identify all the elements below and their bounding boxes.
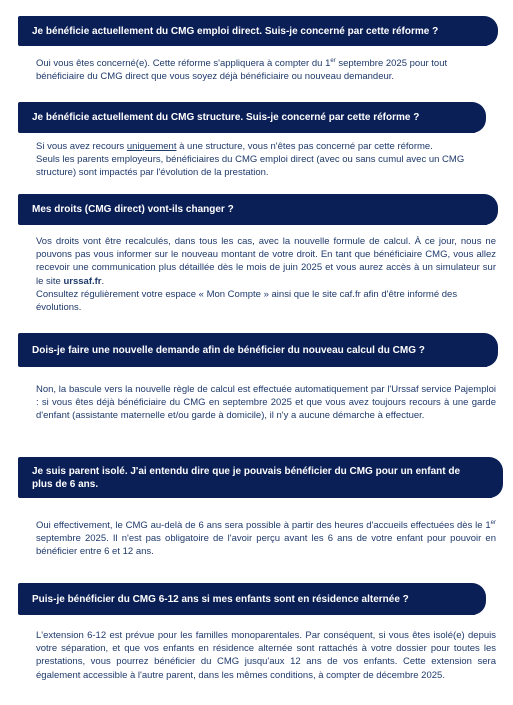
faq-question-5 (18, 457, 493, 498)
faq-question-1-text: Je bénéficie actuellement du CMG emploi direct. Suis-je concerné par cette réforme ? (32, 25, 439, 37)
answer-3-link-text: urssaf.fr (63, 275, 102, 287)
answer-4-text: Non, la bascule vers la nouvelle règle de calcul est effectuée automatiquement par l'Urssaf service Pajemploi : si vous êtes déjà bénéficiaire du CMG en septembre 2025 et que vous avez toujours recours à une garde d'enfant (assistante maternelle et/ou garde à domicile), il n'y a aucune démarche à effectuer. (36, 384, 496, 422)
answer-1-text-b: septembre 2025 pour tout bénéficiaire du CMG direct que vous soyez déjà bénéficiaire ou nouveau demandeur. (36, 58, 448, 83)
answer-5-text-a: Oui effectivement, le CMG au-delà de 6 ans sera possible à partir des heures d'accueils effectuées dès le 1 (36, 520, 491, 531)
answer-1-text-a: Oui vous êtes concerné(e). Cette réforme s'appliquera à compter du 1 (36, 58, 331, 69)
answer-5-sup: er (490, 519, 496, 526)
faq-answer-4 (36, 383, 496, 423)
faq-answer-5 (36, 519, 496, 559)
faq-question-5-text: Je suis parent isolé. J'ai entendu dire que je pouvais bénéficier du CMG pour un enfant de plus de 6 ans. (32, 465, 461, 490)
answer-3-paragraph-2: Consultez régulièrement votre espace « Mon Compte » ainsi que le site caf.fr afin d'être informé des évolutions. (36, 288, 458, 314)
faq-question-3-text: Mes droits (CMG direct) vont-ils changer ? (32, 204, 234, 215)
faq-question-2-text: Je bénéficie actuellement du CMG structure. Suis-je concerné par cette réforme ? (32, 112, 420, 123)
faq-question-3 (18, 194, 488, 225)
answer-6-text: L'extension 6-12 est prévue pour les familles monoparentales. Par conséquent, si vous êtes isolé(e) depuis votre séparation, et que vos enfants en résidence alternée sont rattachés à votre dossier pour toutes les prestations, vous pourrez bénéficier du CMG jusqu'aux 12 ans de vos enfants. Cette extension sera également accessible à l'autre parent, dans les mêmes conditions, à compter de décembre 2025. (36, 630, 496, 681)
answer-1-sup: er (330, 57, 336, 64)
faq-answer-3 (36, 235, 496, 314)
faq-answer-6 (36, 629, 496, 682)
answer-5-text-b: septembre 2025. Il n'est pas obligatoire de l'avoir perçu avant les 6 ans de votre enfant pour pouvoir en bénéficier entre 6 et 12 ans. (36, 533, 496, 558)
answer-2-paragraph-2: Seuls les parents employeurs, bénéficiaires du CMG emploi direct (avec ou sans cumul avec un CMG structure) sont impactés par l'évolution de la prestation. (36, 154, 465, 179)
faq-question-4-text: Dois-je faire une nouvelle demande afin de bénéficier du nouveau calcul du CMG ? (32, 344, 425, 356)
faq-answer-1 (36, 57, 496, 83)
answer-2-text-a: Si vous avez recours (36, 141, 127, 152)
answer-2-underline: uniquement (126, 141, 177, 152)
faq-question-4 (18, 333, 488, 367)
faq-question-2 (18, 102, 476, 133)
answer-2-text-b: à une structure, vous n'êtes pas concerné par cette réforme. (176, 141, 433, 152)
faq-question-6-text: Puis-je bénéficier du CMG 6-12 ans si mes enfants sont en résidence alternée ? (32, 593, 409, 605)
faq-question-1 (18, 16, 488, 46)
answer-3-text-b: . (101, 275, 105, 287)
faq-question-6 (18, 583, 476, 615)
faq-answer-2 (36, 140, 496, 180)
answer-3-text-a: Vos droits vont être recalculés, dans tous les cas, avec la nouvelle formule de calcul. À ce jour, nous ne pouvons pas vous informer sur le nouveau montant de votre droit. En tant que bénéficiaire CMG, vous allez recevoir une communication plus détaillée dès le mois de juin 2025 et vous aurez accès à un simulateur sur le site (36, 236, 496, 287)
